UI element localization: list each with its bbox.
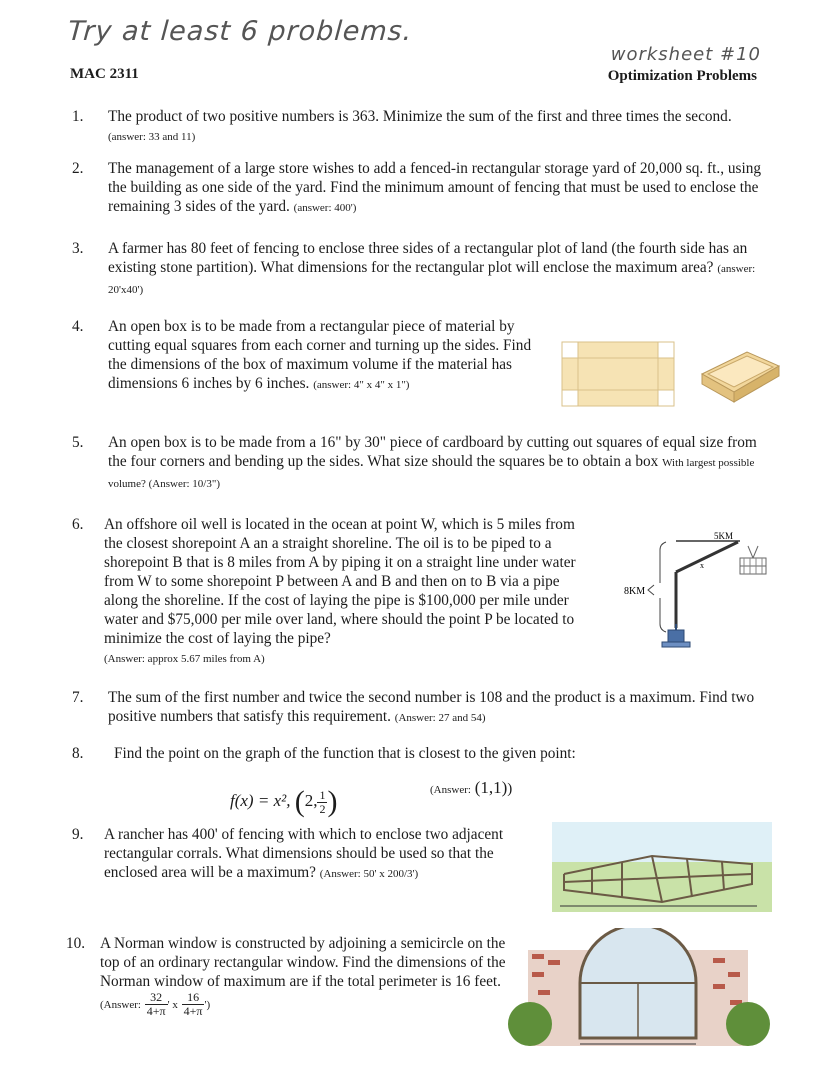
problem-text: The product of two positive numbers is 363. Minimize the sum of the first and three times the second. bbox=[108, 108, 732, 125]
problem-number: 9. bbox=[72, 826, 84, 843]
problem-number: 6. bbox=[72, 516, 84, 533]
problem-number: 5. bbox=[72, 434, 84, 451]
point-y-fraction: $\frac{1}{2}$ bbox=[319, 787, 326, 816]
answer-prefix: (Answer: bbox=[430, 784, 471, 796]
problem-answer: (answer: 20'x40') bbox=[108, 263, 756, 296]
problem-number: 8. bbox=[72, 745, 84, 762]
problem-text: A rancher has 400' of fencing with which to enclose two adjacent rectangular corrals. What dimensions should be used so that the enclosed area will be a maximum? bbox=[104, 826, 504, 881]
corral-illustration bbox=[552, 822, 772, 912]
folded-box-icon bbox=[697, 344, 782, 404]
worksheet-title: Optimization Problems bbox=[607, 68, 757, 84]
answer-fraction-width: $\frac{32}{4+\pi}$ bbox=[146, 990, 166, 1018]
answer-point: (1,1) bbox=[474, 778, 508, 797]
problem-number: 1. bbox=[72, 108, 84, 125]
p4-figures bbox=[560, 340, 780, 410]
problem-text: The sum of the first number and twice the second number is 108 and the product is a maximum. Find two positive numbers that satisfy this requirement. bbox=[108, 689, 755, 725]
distance-label-left: 8KM bbox=[624, 586, 646, 597]
course-code: MAC 2311 bbox=[70, 66, 139, 82]
problem-number: 10. bbox=[66, 935, 86, 952]
problem-answer: (answer: 400') bbox=[293, 202, 357, 214]
problem-text: An open box is to be made from a 16" by 30" piece of cardboard by cutting out squares of equal size from the four corners and bending up the sides. What size should the squares be to obtain a box bbox=[108, 434, 757, 470]
p8-formula: f(x) = x², (2, $\frac{1}{2}$ ) bbox=[230, 785, 338, 818]
problem-text: An open box is to be made from a rectangular piece of material by cutting equal squares from each corner and turning up the sides. Find the dimensions of the box of maximum volume if the material has dimensions 6 inches by 6 inches. bbox=[108, 318, 532, 392]
problem-text: An offshore oil well is located in the ocean at point W, which is 5 miles from the closest shorepoint A an a straight shoreline. The oil is to be piped to a shorepoint B that is 8 miles from A by piping it on a straight line under water from W to some shorepoint P between A and B and then on to B via a pipe along the shoreline. If the cost of laying the pipe is $100,000 per mile under water and $75,000 per mile over land, where should the point P be located to minimize the cost of laying the pipe? bbox=[104, 516, 576, 647]
problem-answer: (answer: 33 and 11) bbox=[108, 131, 196, 143]
answer-close: ') bbox=[204, 999, 211, 1012]
function-definition: f(x) = x², bbox=[230, 790, 291, 810]
problem-answer: (Answer: bbox=[100, 999, 141, 1012]
problem-answer: (Answer: 27 and 54) bbox=[394, 712, 486, 724]
oil-rig-icon bbox=[740, 546, 766, 574]
distance-label-top: 5KM bbox=[714, 531, 734, 541]
p8-answer bbox=[430, 778, 512, 798]
problem-number: 7. bbox=[72, 689, 84, 706]
handwritten-instruction: Try at least 6 problems. bbox=[66, 16, 414, 47]
unfolded-box-icon bbox=[560, 340, 680, 410]
problem-number: 4. bbox=[72, 318, 84, 335]
worksheet-number: worksheet #10 bbox=[610, 44, 761, 65]
answer-fraction-height: $\frac{16}{4+\pi}$ bbox=[183, 990, 203, 1018]
problem-number: 3. bbox=[72, 240, 84, 257]
oil-well-diagram bbox=[618, 528, 778, 658]
problem-text: The management of a large store wishes to add a fenced-in rectangular storage yard of 20,000 sq. ft., using the building as one side of the yard. Find the minimum amount of fencing that must be used to enclose the remaining 3 sides of the yard. bbox=[108, 160, 762, 215]
problem-text: A Norman window is constructed by adjoining a semicircle on the top of an ordinary rectangular window. Find the dimensions of the Norman window of maximum are if the total perimeter is 16 feet. bbox=[100, 935, 506, 990]
point-x: 2, bbox=[304, 790, 318, 810]
variable-x-label: x bbox=[700, 561, 704, 570]
problem-answer: (Answer: 50' x 200/3') bbox=[319, 868, 419, 880]
answer-times: ' x bbox=[167, 999, 178, 1012]
problem-text: A farmer has 80 feet of fencing to enclose three sides of a rectangular plot of land (the fourth side has an existing stone partition). What dimensions for the rectangular plot will enclose the maximum area? bbox=[108, 240, 748, 276]
problem-answer: (Answer: approx 5.67 miles from A) bbox=[104, 653, 265, 665]
problem-text: Find the point on the graph of the function that is closest to the given point: bbox=[114, 745, 576, 762]
answer-close: ) bbox=[507, 781, 513, 797]
norman-window-illustration bbox=[508, 928, 770, 1048]
problem-answer: With largest possible volume? (Answer: 10/3") bbox=[108, 457, 755, 490]
problem-number: 2. bbox=[72, 160, 84, 177]
problem-answer: (answer: 4" x 4" x 1") bbox=[313, 379, 410, 391]
pump-station-icon bbox=[662, 624, 690, 647]
